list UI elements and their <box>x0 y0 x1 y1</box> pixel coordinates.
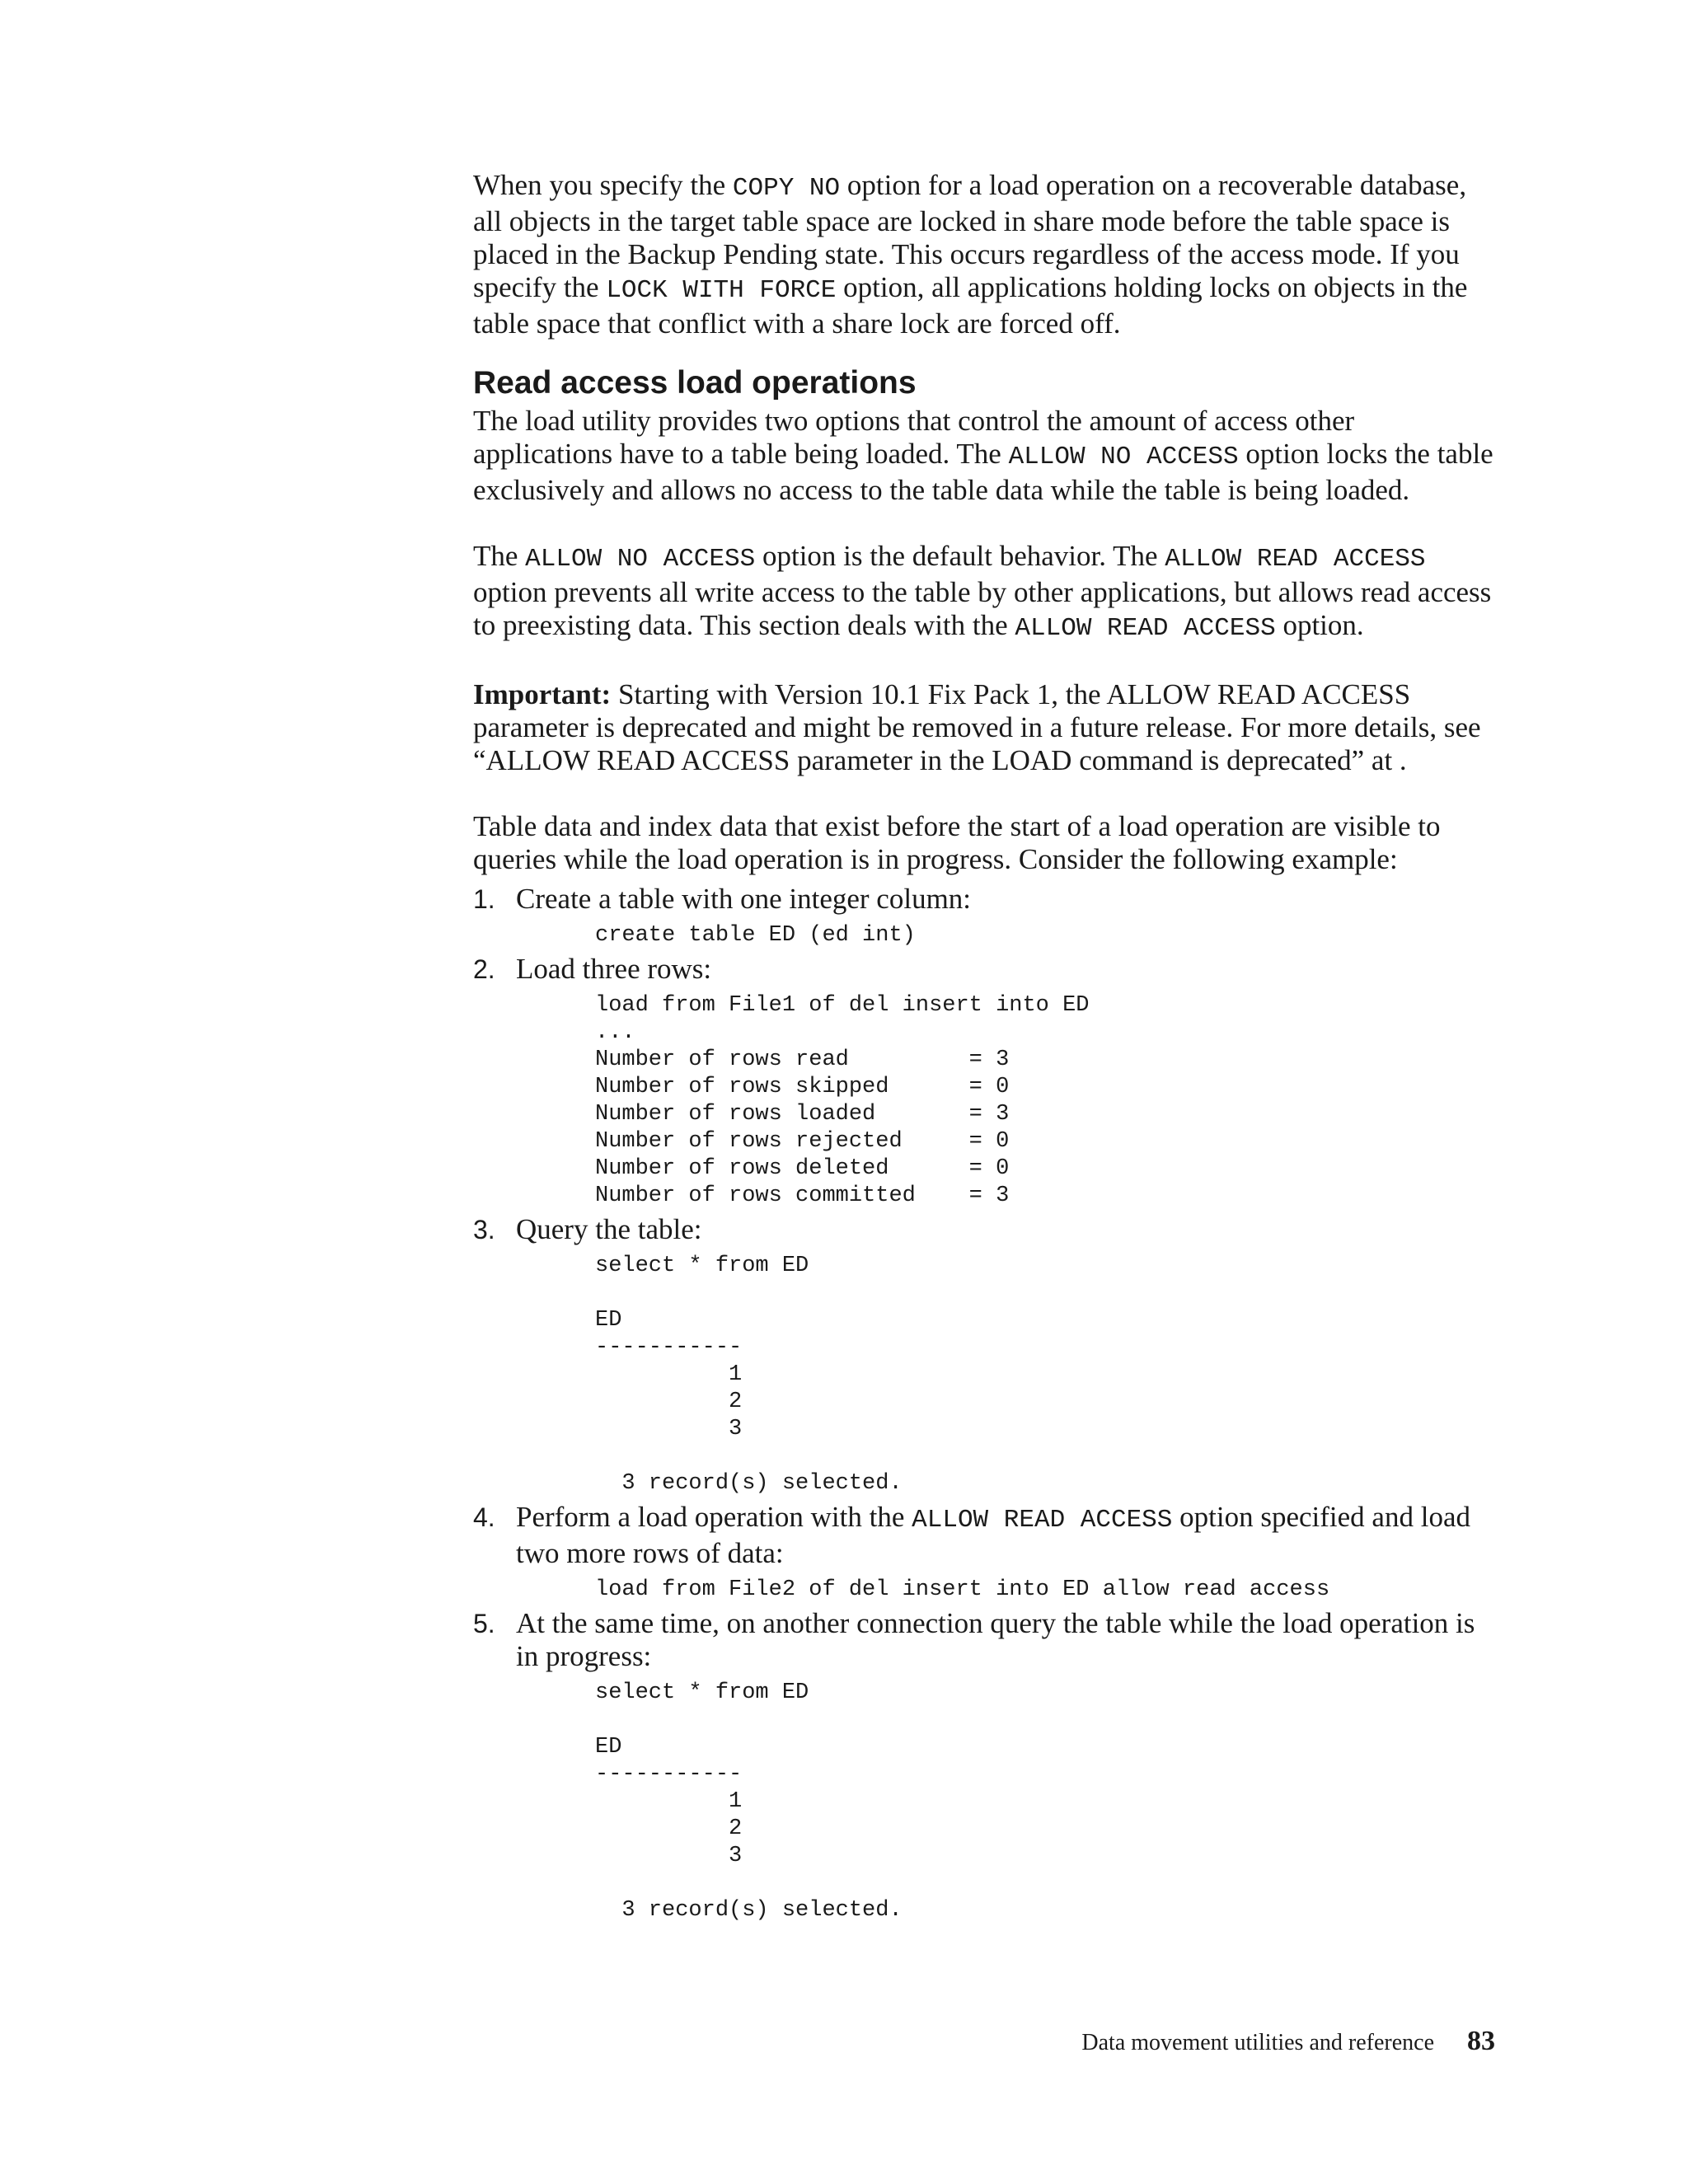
step-number: 5. <box>473 1609 495 1638</box>
text: Perform a load operation with the <box>516 1501 912 1533</box>
text: The <box>473 540 526 572</box>
step-4 <box>473 1501 1495 1604</box>
step-text: At the same time, on another connection query the table while the load operation is in progress: <box>516 1607 1475 1672</box>
inline-code: ALLOW NO ACCESS <box>525 545 756 574</box>
step-3 <box>473 1213 1495 1497</box>
page-number: 83 <box>1467 2026 1495 2056</box>
step-number: 3. <box>473 1215 495 1244</box>
section-heading: Read access load operations <box>473 365 917 401</box>
text: When you specify the <box>473 169 733 201</box>
code-block: select * from ED ED ----------- 1 2 3 3 record(s) selected. <box>595 1680 903 1923</box>
example-intro-paragraph: Table data and index data that exist before the start of a load operation are visible to queries while the load operation is in progress. Consider the following example: <box>473 810 1441 875</box>
step-number: 1. <box>473 884 495 914</box>
important-text: Starting with Version 10.1 Fix Pack 1, the ALLOW READ ACCESS parameter is deprecated and might be removed in a future release. For more details, see “ALLOW READ ACCESS parameter in the LOAD command is deprecated” at . <box>473 678 1481 776</box>
inline-code: ALLOW READ ACCESS <box>1165 545 1426 574</box>
code-block: select * from ED ED ----------- 1 2 3 3 record(s) selected. <box>595 1254 903 1496</box>
intro-paragraph <box>473 169 1495 340</box>
step-text: Create a table with one integer column: <box>516 883 972 915</box>
inline-code: ALLOW READ ACCESS <box>912 1506 1173 1535</box>
example-steps-list <box>473 883 1495 1924</box>
code-block: load from File1 of del insert into ED ... Number of rows read = 3 Number of rows skipped = 0 Number of rows loaded = 3 Number of rows rejected = 0 Number of rows deleted = 0 Number of rows committed = 3 <box>595 993 1090 1208</box>
text: option is the default behavior. The <box>755 540 1165 572</box>
inline-code: ALLOW READ ACCESS <box>1015 614 1276 643</box>
important-note <box>473 678 1495 777</box>
text: option. <box>1275 609 1364 641</box>
step-number: 4. <box>473 1502 495 1532</box>
inline-code: COPY NO <box>732 174 841 203</box>
inline-code: ALLOW NO ACCESS <box>1008 443 1239 471</box>
inline-code: LOCK WITH FORCE <box>606 276 837 305</box>
step-1 <box>473 883 1495 949</box>
two-options-paragraph <box>473 405 1495 507</box>
step-2 <box>473 953 1495 1210</box>
footer-title: Data movement utilities and reference <box>1081 2030 1434 2055</box>
page-footer <box>1058 2026 1495 2057</box>
step-text: Load three rows: <box>516 953 712 985</box>
text: The load utility provides two options that control the amount of access other applications have to a table being loaded. The <box>473 405 1355 470</box>
text: option specified and load two more rows of data: <box>516 1501 1470 1569</box>
default-behavior-paragraph <box>473 540 1495 645</box>
text: option for a load operation on a recoverable database, all objects in the target table space are locked in share mode before the table space is placed in the Backup Pending state. This occurs regardless of the access mode. If you specify the <box>473 169 1467 303</box>
text: option locks the table exclusively and allows no access to the table data while the table is being loaded. <box>473 438 1493 506</box>
step-number: 2. <box>473 954 495 984</box>
page-content <box>473 169 1495 1928</box>
step-text: Query the table: <box>516 1213 702 1245</box>
text: option prevents all write access to the table by other applications, but allows read access to preexisting data. This section deals with the <box>473 576 1492 641</box>
text: option, all applications holding locks on objects in the table space that conflict with a share lock are forced off. <box>473 271 1468 340</box>
important-label: Important: <box>473 678 612 710</box>
code-block: create table ED (ed int) <box>595 923 916 948</box>
step-text <box>516 1501 1495 1570</box>
code-block: load from File2 of del insert into ED allow read access <box>595 1577 1330 1602</box>
step-5 <box>473 1607 1495 1924</box>
